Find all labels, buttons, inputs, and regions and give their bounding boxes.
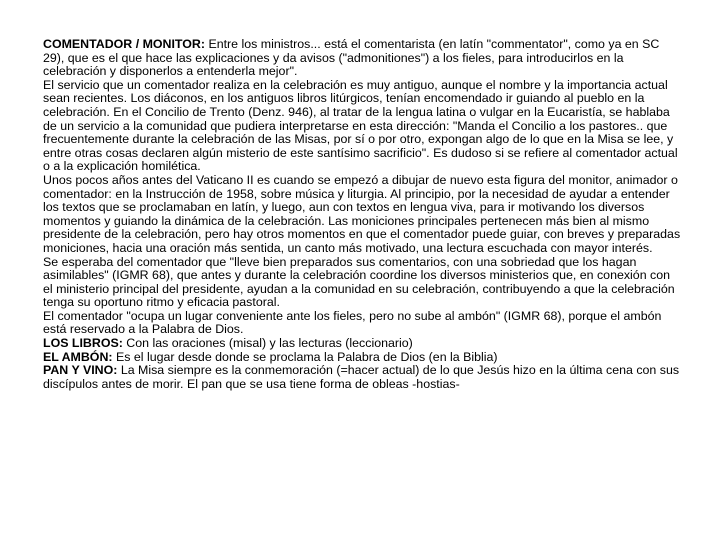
document-page (43, 38, 683, 391)
ambon-term: EL AMBÓN: (43, 349, 113, 364)
libros-text: Con las oraciones (misal) y las lecturas (leccionario) (122, 336, 413, 351)
ambon-text: Es el lugar desde donde se proclama la Palabra de Dios (en la Biblia) (112, 349, 498, 364)
comentador-vatican-paragraph: Unos pocos años antes del Vaticano II es cuando se empezó a dibujar de nuevo esta figura del monitor, animador o comentador: en la Instrucción de 1958, sobre música y liturgia. Al principio, por la necesidad de ayudar a entender los textos que se proclamaban en latín, y luego, aun con textos en lengua viva, para ir motivando los diversos momentos y guiando la dinámica de la celebración. Las moniciones principales pertenecen más bien al mismo presidente de la celebración, pero hay otros momentos en que el comentador puede guiar, con breves y preparadas moniciones, hacia una oración más sentida, un canto más motivado, una lectura escuchada con mayor interés. (43, 172, 681, 255)
comentador-duties-paragraph: Se esperaba del comentador que "lleve bien preparados sus comentarios, con una sobriedad que los hagan asimilables" (IGMR 68), que antes y durante la celebración coordine los diversos ministerios que, en conexión con el ministerio principal del presidente, ayudan a la comunidad en su celebración, contribuyendo a que la celebración tenga su oportuno ritmo y eficacia pastoral. (43, 254, 675, 310)
pan-vino-term: PAN Y VINO: (43, 363, 118, 378)
comentador-paragraph (43, 38, 683, 79)
pan-vino-paragraph (43, 364, 683, 391)
comentador-place-paragraph: El comentador "ocupa un lugar conveniente ante los fieles, pero no sube al ambón" (IGMR 68), porque el ambón está reservado a la Palabra de Dios. (43, 308, 662, 337)
pan-vino-text: La Misa siempre es la conmemoración (=hacer actual) de lo que Jesús hizo en la última cena con sus discípulos antes de morir. El pan que se usa tiene forma de obleas -hostias- (43, 363, 680, 391)
comentador-term: COMENTADOR / MONITOR: (43, 37, 205, 51)
ambon-paragraph (43, 351, 683, 365)
libros-paragraph (43, 337, 683, 351)
comentador-intro-text: Entre los ministros... está el comentarista (en latín "commentator", como ya en SC 29), que es el que hace las explicaciones y da avisos ("admonitiones") a los fieles, para introducirlos en la celebración y disponerlos a entenderla mejor". (43, 37, 660, 79)
comentador-history-paragraph: El servicio que un comentador realiza en la celebración es muy antiguo, aunque el nombre y la importancia actual sean recientes. Los diáconos, en los antiguos libros litúrgicos, tenían encomendado ir guiando al pueblo en la celebración. En el Concilio de Trento (Denz. 946), al tratar de la lengua latina o vulgar en la Eucaristía, se hablaba de un servicio a la comunidad que pudiera interpretarse en esta dirección: "Manda el Concilio a los pastores.. que frecuentemente durante la celebración de las Misas, por sí o por otro, expongan algo de lo que en la Misa se lee, y entre otras cosas declaren algún misterio de este santísimo sacrificio". Es dudoso si se refiere al comentador actual o a la explicación homilética. (43, 77, 678, 174)
libros-term: LOS LIBROS: (43, 336, 123, 351)
